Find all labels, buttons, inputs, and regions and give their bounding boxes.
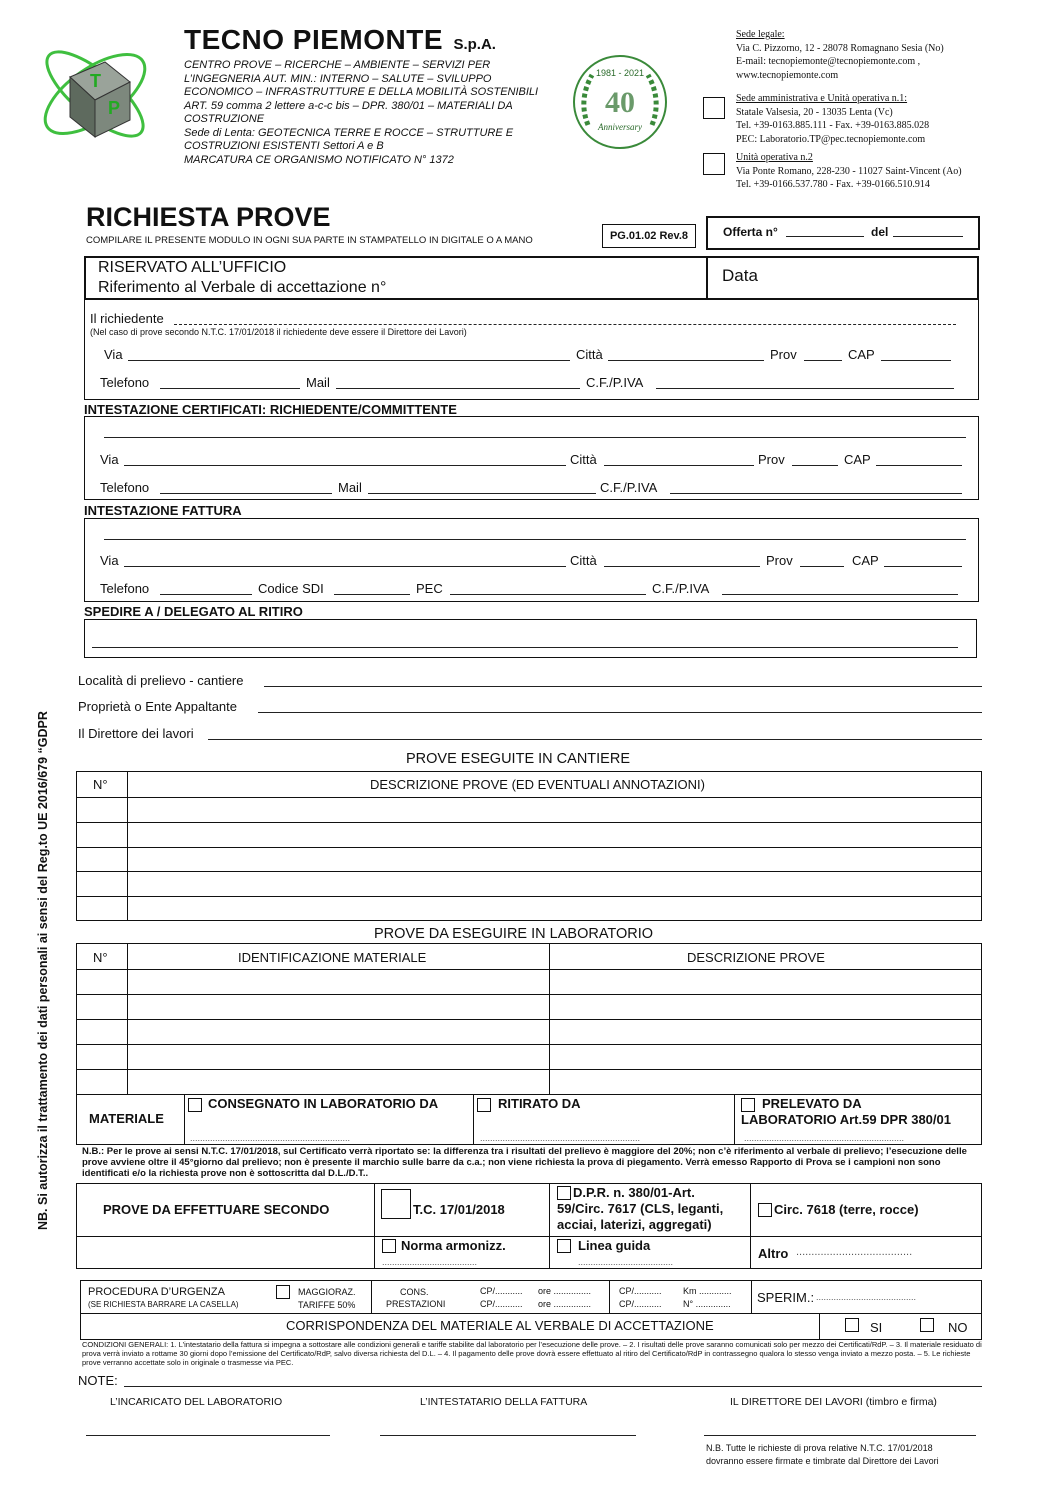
corrisp-si-label: SI <box>870 1320 883 1335</box>
fattura-prov-field[interactable] <box>800 566 844 567</box>
sede-amm-line: Statale Valsesia, 20 - 13035 Lenta (Vc) <box>736 106 893 118</box>
norma-dots[interactable]: ...................................... <box>382 1257 478 1267</box>
cantiere-title: PROVE ESEGUITE IN CANTIERE <box>406 751 630 767</box>
spedire-field[interactable] <box>92 647 958 648</box>
company-description-line: CENTRO PROVE – RICERCHE – AMBIENTE – SERVIZI PER <box>184 59 491 71</box>
condizioni-generali: CONDIZIONI GENERALI: 1. L’intestatario della fattura si impegna a sottostare alle condizioni generali e tariffe stabilite dal laboratorio per l’esecuzione delle prove. – 2. I risultati delle prove saranno comunicati solo per mezzo dei Certificati/RdP. – 3. Il materiale residuato di prova verrà inviato a rottame 30 giorni dopo l’emissione del Certificato/RdP, salvo diversa richiesta del D.L. – 4. Il pagamento delle prove dovrà essere effettuato al ritiro del Certificato/RdP in contrassegno qualora lo stesso venga inviato a mezzo posta. – 5. Le richieste prove verranno accettate solo in originale o trasmesse via PEC. <box>82 1340 982 1367</box>
laboratorio-title: PROVE DA ESEGUIRE IN LABORATORIO <box>374 926 654 942</box>
anniversary-badge <box>568 50 672 154</box>
cons-cp-2[interactable]: CP/........... <box>480 1299 523 1309</box>
intestatario-label: L’INTESTATARIO DELLA FATTURA <box>420 1396 588 1408</box>
cons-cp-4[interactable]: CP/........... <box>619 1299 662 1309</box>
certificati-mail-field[interactable] <box>368 493 596 494</box>
cons-km[interactable]: Km ............. <box>683 1286 732 1296</box>
fattura-citta-field[interactable] <box>604 566 760 567</box>
company-name: TECNO PIEMONTE <box>184 24 444 55</box>
corrisp-label: CORRISPONDENZA DEL MATERIALE AL VERBALE DI ACCETTAZIONE <box>286 1318 714 1333</box>
richiedente-cf-field[interactable] <box>656 388 954 389</box>
consegnato-label: CONSEGNATO IN LABORATORIO DA <box>208 1096 439 1111</box>
unita2-line: Tel. +39-0166.537.780 - Fax. +39-0166.510.914 <box>736 179 930 190</box>
laboratorio-row[interactable] <box>77 994 981 1018</box>
offerta-date-field[interactable] <box>893 236 963 237</box>
del-label: del <box>871 225 889 239</box>
prelevato-label-2: LABORATORIO Art.59 DPR 380/01 <box>741 1112 951 1127</box>
altro-label: Altro <box>758 1246 789 1261</box>
richiedente-label: Il richiedente <box>90 311 164 326</box>
secondo-label: PROVE DA EFFETTUARE SECONDO <box>103 1202 330 1217</box>
certificati-cap-label: CAP <box>844 452 871 467</box>
certificati-prov-label: Prov <box>758 452 785 467</box>
richiedente-citta-field[interactable] <box>608 360 764 361</box>
company-description <box>184 59 564 167</box>
linea-checkbox[interactable] <box>557 1239 571 1253</box>
richiedente-cap-field[interactable] <box>881 360 951 361</box>
spedire-section <box>84 619 977 658</box>
prelevato-label-1: PRELEVATO DA <box>762 1096 862 1111</box>
laboratorio-row[interactable] <box>77 1069 981 1093</box>
laboratorio-row[interactable] <box>77 1019 981 1043</box>
fattura-sdi-label: Codice SDI <box>258 581 324 596</box>
dpr-label-2: 59/Circ. 7617 (CLS, leganti, <box>557 1201 724 1216</box>
urgenza-checkbox[interactable] <box>276 1285 290 1299</box>
sede-amm-line: Tel. +39-0163.885.111 - Fax. +39-0163.885.028 <box>736 120 930 131</box>
urgenza-sub: (SE RICHIESTA BARRARE LA CASELLA) <box>88 1300 239 1309</box>
richiedente-note: (Nel caso di prove secondo N.T.C. 17/01/2018 il richiedente deve essere il Direttore dei Lavori) <box>90 327 467 337</box>
cantiere-col-desc: DESCRIZIONE PROVE (ED EVENTUALI ANNOTAZIONI) <box>370 777 705 792</box>
proprieta-field[interactable] <box>258 712 982 713</box>
proprieta-label: Proprietà o Ente Appaltante <box>78 699 238 714</box>
richiedente-cf-label: C.F./P.IVA <box>586 375 644 390</box>
company-description-line: MARCATURA CE ORGANISMO NOTIFICATO N° 1372 <box>184 153 454 166</box>
company-suffix: S.p.A. <box>453 36 496 53</box>
revision-code: PG.01.02 Rev.8 <box>609 230 689 242</box>
circ-label: Circ. 7618 (terre, rocce) <box>774 1202 919 1217</box>
norma-checkbox[interactable] <box>382 1239 396 1253</box>
fattura-via-label: Via <box>100 553 119 568</box>
norma-label: Norma armonizz. <box>401 1238 506 1253</box>
certificati-citta-field[interactable] <box>604 465 754 466</box>
fattura-via-field[interactable] <box>124 566 566 567</box>
direttore-signature-field[interactable] <box>704 1435 976 1436</box>
certificati-cap-field[interactable] <box>876 465 962 466</box>
company-description-line: L’INGEGNERIA AUT. MIN.: INTERNO – SALUTE – SVILUPPO <box>184 72 492 85</box>
company-description-line: ART. 59 comma 2 lettere a-c-c bis – DPR. 380/01 – MATERIALI DA <box>184 99 513 112</box>
anniv-years: 1981 - 2021 <box>595 68 645 78</box>
spedire-title: SPEDIRE A / DELEGATO AL RITIRO <box>84 604 303 619</box>
cantiere-row[interactable] <box>77 847 981 871</box>
cons-label-2: PRESTAZIONI <box>386 1299 446 1309</box>
certificati-mail-label: Mail <box>338 480 362 495</box>
circ-checkbox[interactable] <box>758 1203 772 1217</box>
sede-amm-line: PEC: Laboratorio.TP@pec.tecnopiemonte.com <box>736 133 926 145</box>
certificati-telefono-field[interactable] <box>160 493 332 494</box>
cons-n[interactable]: N° .............. <box>683 1299 731 1309</box>
corrisp-no-checkbox[interactable] <box>920 1318 934 1332</box>
richiedente-citta-label: Città <box>576 347 603 362</box>
sede-legale-title: Sede legale: <box>736 29 785 40</box>
dpr-checkbox[interactable] <box>557 1186 571 1200</box>
intestatario-signature-field[interactable] <box>380 1435 636 1436</box>
cons-cp-3[interactable]: CP/........... <box>619 1286 662 1296</box>
fattura-pec-field[interactable] <box>450 594 646 595</box>
dpr-label-1: D.P.R. n. 380/01-Art. <box>573 1185 695 1200</box>
anniv-number: 40 <box>605 86 635 119</box>
laboratorio-col-id: IDENTIFICAZIONE MATERIALE <box>238 950 427 965</box>
certificati-cf-field[interactable] <box>670 493 962 494</box>
maggioraz-label-1: MAGGIORAZ. <box>298 1287 356 1297</box>
company-description-line: COSTRUZIONI ESISTENTI Settori A e B <box>184 140 384 152</box>
certificati-via-label: Via <box>100 452 119 467</box>
maggioraz-label-2: TARIFFE 50% <box>298 1300 356 1310</box>
fattura-cf-field[interactable] <box>722 594 958 595</box>
form-subtitle: COMPILARE IL PRESENTE MODULO IN OGNI SUA PARTE IN STAMPATELLO IN DIGITALE O A MANO <box>86 235 533 246</box>
richiedente-mail-field[interactable] <box>336 388 580 389</box>
footer-note-2: dovranno essere firmate e timbrate dal Direttore dei Lavori <box>706 1456 939 1466</box>
corrisp-si-checkbox[interactable] <box>845 1318 859 1332</box>
prelevato-dots[interactable]: ................................................................ <box>744 1133 905 1143</box>
cons-cp-1[interactable]: CP/........... <box>480 1286 523 1296</box>
sede-legale-lines <box>736 42 944 83</box>
fattura-name-field[interactable] <box>104 539 966 540</box>
corrisp-no-label: NO <box>948 1320 968 1335</box>
direttore-sign-label: IL DIRETTORE DEI LAVORI (timbro e firma) <box>730 1396 937 1408</box>
richiedente-telefono-label: Telefono <box>100 375 150 390</box>
fattura-citta-label: Città <box>570 553 597 568</box>
certificati-prov-field[interactable] <box>792 465 838 466</box>
cons-label-1: CONS. <box>400 1287 429 1297</box>
linea-dots[interactable]: ...................................... <box>578 1257 674 1267</box>
offerta-label: Offerta n° <box>723 225 778 239</box>
certificati-title: INTESTAZIONE CERTIFICATI: RICHIEDENTE/COMMITTENTE <box>84 402 457 417</box>
ntc-label: T.C. 17/01/2018 <box>413 1202 505 1217</box>
anniv-word: Anniversary <box>598 122 642 132</box>
data-label: Data <box>722 266 758 285</box>
cantiere-col-n: N° <box>93 777 108 792</box>
ntc-checkbox[interactable] <box>381 1189 411 1219</box>
sede-legale-line: E-mail: tecnopiemonte@tecnopiemonte.com , <box>736 56 921 67</box>
prelevato-checkbox[interactable] <box>741 1098 755 1112</box>
certificati-via-field[interactable] <box>124 465 566 466</box>
localita-label: Località di prelievo - cantiere <box>78 673 244 688</box>
sede-amm-checkbox[interactable] <box>703 97 725 119</box>
company-description-line: COSTRUZIONE <box>184 113 265 125</box>
richiedente-field[interactable] <box>174 324 956 325</box>
revision-box <box>602 224 696 248</box>
ritirato-dots[interactable]: ................................................................ <box>480 1133 641 1143</box>
cons-ore-2[interactable]: ore ............... <box>538 1299 592 1309</box>
richiedente-telefono-field[interactable] <box>160 388 300 389</box>
direttore-field[interactable] <box>208 739 982 740</box>
unita2-line: Via Ponte Romano, 228-230 - 11027 Saint-Vincent (Ao) <box>736 165 962 177</box>
offerta-number-field[interactable] <box>786 236 864 237</box>
gdpr-side-text: NB. Si autorizza il trattamento dei dati personali ai sensi del Reg.to UE 2016/679 “GDPR <box>36 711 50 1230</box>
laboratorio-col-desc: DESCRIZIONE PROVE <box>687 950 825 965</box>
fattura-cap-label: CAP <box>852 553 879 568</box>
laboratorio-col-n: N° <box>93 950 108 965</box>
consegnato-dots[interactable]: ................................................................ <box>190 1133 351 1143</box>
ritirato-checkbox[interactable] <box>477 1098 491 1112</box>
footer-note-1: N.B. Tutte le richieste di prova relative N.T.C. 17/01/2018 <box>706 1443 933 1453</box>
incaricato-signature-field[interactable] <box>86 1435 330 1436</box>
fattura-section <box>84 518 979 602</box>
richiedente-cap-label: CAP <box>848 347 875 362</box>
materiale-label: MATERIALE <box>89 1111 164 1126</box>
cantiere-row[interactable] <box>77 822 981 846</box>
certificati-cf-label: C.F./P.IVA <box>600 480 658 495</box>
fattura-title: INTESTAZIONE FATTURA <box>84 503 242 518</box>
fattura-cf-label: C.F./P.IVA <box>652 581 710 596</box>
certificati-name-field[interactable] <box>104 437 966 438</box>
cantiere-row[interactable] <box>77 871 981 895</box>
fattura-telefono-field[interactable] <box>160 594 252 595</box>
sperim-dots[interactable]: ........................................ <box>816 1292 917 1302</box>
laboratorio-row[interactable] <box>77 1044 981 1068</box>
richiedente-prov-field[interactable] <box>804 360 842 361</box>
richiedente-section <box>84 300 979 400</box>
cantiere-row[interactable] <box>77 797 981 821</box>
sperim-label: SPERIM.: <box>757 1290 815 1305</box>
note-field[interactable] <box>124 1386 982 1387</box>
richiedente-via-field[interactable] <box>128 360 570 361</box>
note-label: NOTE: <box>78 1373 118 1388</box>
cantiere-row[interactable] <box>77 896 981 920</box>
ritirato-label: RITIRATO DA <box>498 1096 581 1111</box>
unita2-lines <box>736 165 962 192</box>
company-logo <box>30 22 160 167</box>
localita-field[interactable] <box>264 686 982 687</box>
incaricato-label: L’INCARICATO DEL LABORATORIO <box>110 1396 283 1408</box>
fattura-telefono-label: Telefono <box>100 581 150 596</box>
svg-text:T: T <box>90 71 101 91</box>
fattura-prov-label: Prov <box>766 553 793 568</box>
certificati-telefono-label: Telefono <box>100 480 150 495</box>
sede-legale-line: Via C. Pizzorno, 12 - 28078 Romagnano Sesia (No) <box>736 42 944 54</box>
form-title: RICHIESTA PROVE <box>86 202 331 232</box>
svg-text:P: P <box>108 98 121 118</box>
nb-ntc-note: N.B.: Per le prove ai sensi N.T.C. 17/01/2018, sul Certificato verrà riportato se: la differenza tra i risultati del prelievo è maggiore del 20%; non c’è riferimento al verbale di prelievo; l’esecuzione delle prove avviene oltre il 45°giorno dal prelievo; non è presente il marchio sulle barre da c.a.; non viene richiesta la prova di piegamento. Verrà emesso Rapporto di Prova se i campioni non sono identificati e/o la richiesta prove non è sottoscritta dal D.L./D.T.. <box>82 1146 967 1179</box>
urgenza-label: PROCEDURA D’URGENZA <box>88 1286 225 1298</box>
certificati-citta-label: Città <box>570 452 597 467</box>
richiedente-mail-label: Mail <box>306 375 330 390</box>
altro-dots[interactable]: ...................................... <box>796 1246 913 1258</box>
sede-amm-title: Sede amministrativa e Unità operativa n.1: <box>736 93 908 104</box>
sede-legale-line: www.tecnopiemonte.com <box>736 69 839 81</box>
fattura-pec-label: PEC <box>416 581 443 596</box>
reserved-verbale-ref: Riferimento al Verbale di accettazione n° <box>98 279 387 296</box>
company-description-line: ECONOMICO – INFRASTRUTTURE E DELLA MOBILITÀ SOSTENIBILI <box>184 86 539 98</box>
unita2-checkbox[interactable] <box>703 153 725 175</box>
unita2-title: Unità operativa n.2 <box>736 152 813 163</box>
dpr-label-3: acciai, laterizi, aggregati) <box>557 1217 712 1232</box>
fattura-sdi-field[interactable] <box>334 594 410 595</box>
linea-label: Linea guida <box>578 1238 651 1253</box>
consegnato-checkbox[interactable] <box>188 1098 202 1112</box>
company-description-line: Sede di Lenta: GEOTECNICA TERRE E ROCCE – STRUTTURE E <box>184 126 514 139</box>
direttore-label: Il Direttore dei lavori <box>78 726 194 741</box>
laboratorio-row[interactable] <box>77 969 981 993</box>
fattura-cap-field[interactable] <box>884 566 962 567</box>
reserved-title: RISERVATO ALL’UFFICIO <box>98 259 287 276</box>
sede-amm-lines <box>736 106 929 147</box>
cons-ore-1[interactable]: ore ............... <box>538 1286 592 1296</box>
richiedente-via-label: Via <box>104 347 123 362</box>
richiedente-prov-label: Prov <box>770 347 797 362</box>
